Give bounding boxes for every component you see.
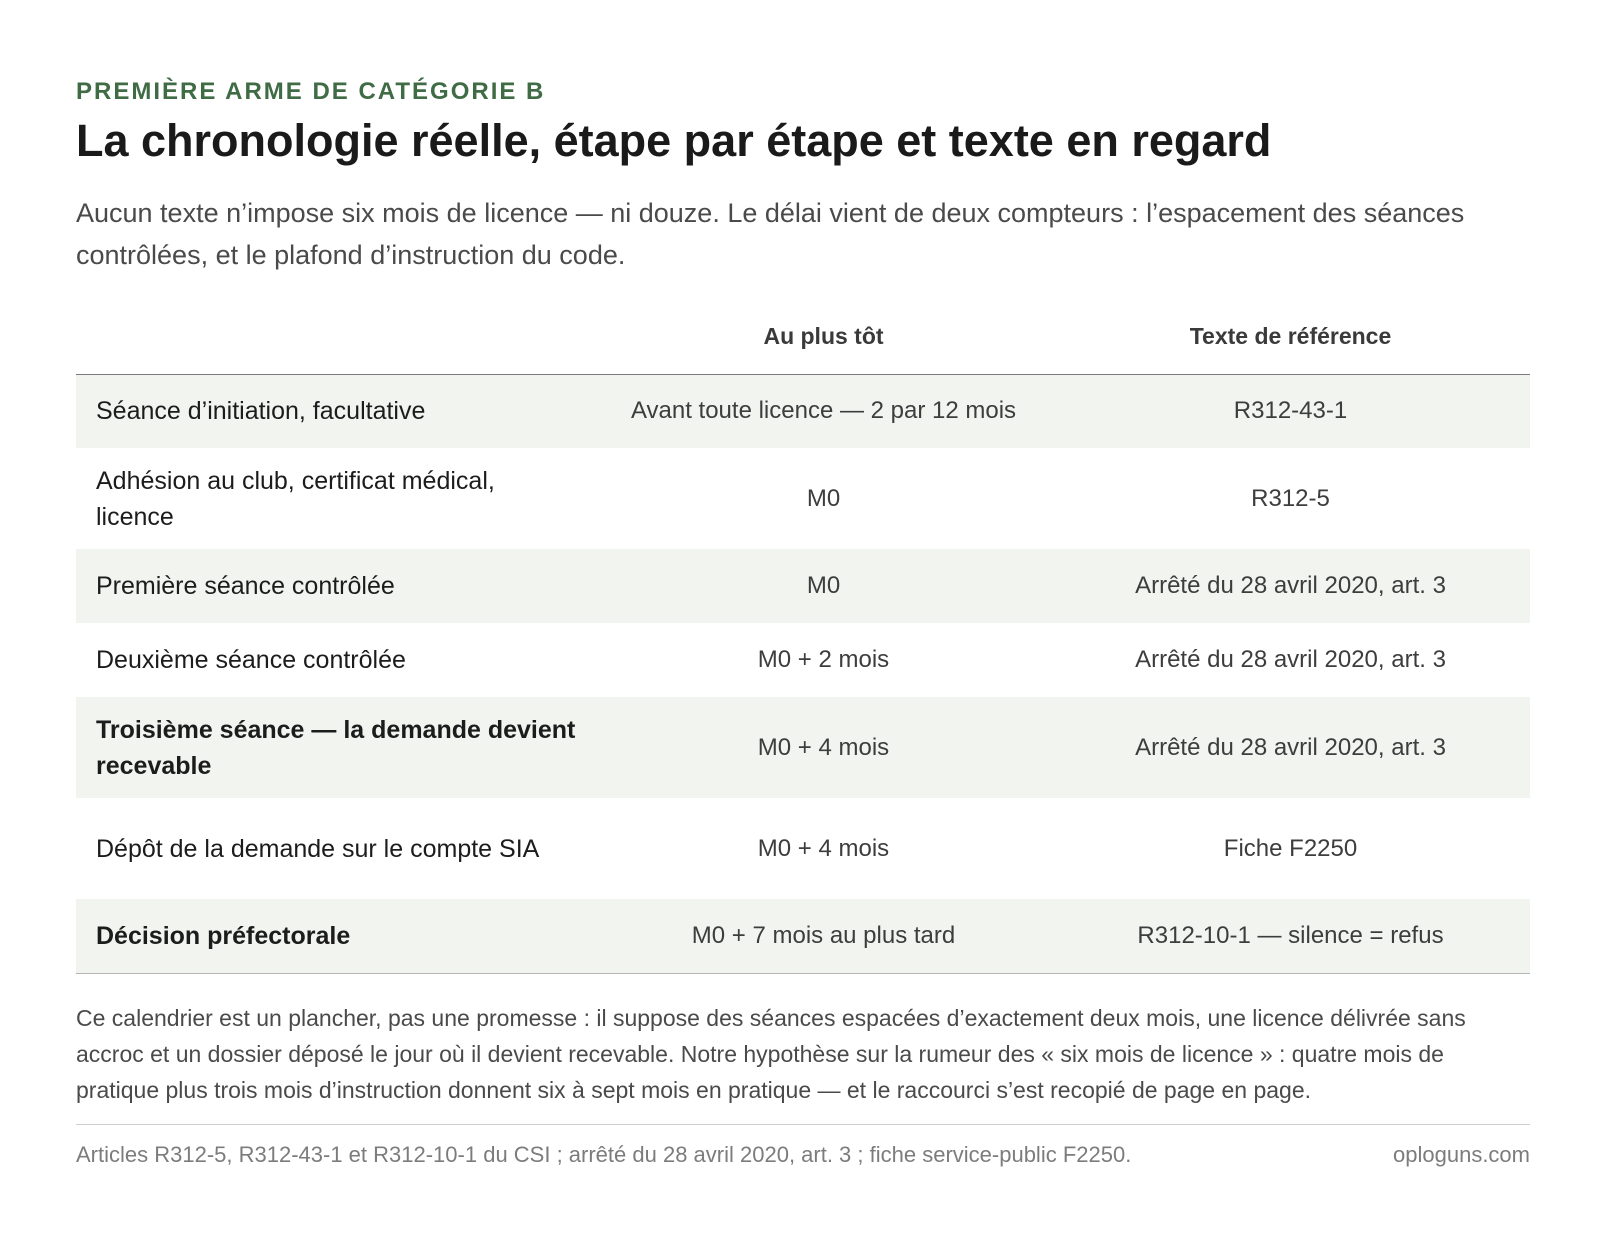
earliest-cell: M0 bbox=[596, 549, 1051, 623]
table-row bbox=[76, 798, 1530, 899]
reference-cell: R312-43-1 bbox=[1051, 374, 1530, 448]
table-row bbox=[76, 899, 1530, 973]
footer bbox=[76, 1139, 1530, 1171]
table-row bbox=[76, 549, 1530, 623]
article-figure bbox=[76, 76, 1530, 1171]
reference-cell: R312-5 bbox=[1251, 484, 1330, 512]
table-row bbox=[76, 623, 1530, 697]
column-header-step bbox=[76, 300, 596, 374]
column-header-reference: Texte de référence bbox=[1051, 300, 1530, 374]
reference-cell: Fiche F2250 bbox=[1223, 834, 1358, 862]
reference-cell: Arrêté du 28 avril 2020, art. 3 bbox=[1135, 646, 1446, 673]
footer-divider bbox=[76, 1124, 1530, 1125]
earliest-cell: M0 + 7 mois au plus tard bbox=[596, 899, 1051, 973]
earliest-cell: M0 bbox=[806, 484, 841, 512]
reference-cell: R312-10-1 — silence = refus bbox=[1051, 899, 1530, 973]
site-credit: oploguns.com bbox=[1393, 1141, 1530, 1167]
step-cell: Deuxième séance contrôlée bbox=[96, 646, 406, 674]
lede-paragraph: Aucun texte n’impose six mois de licence — ni douze. Le délai vient de deux compteurs : l’espacement des séances contrôlées, et le plafond d’instruction du code. bbox=[76, 198, 1465, 270]
table-row bbox=[76, 448, 1530, 549]
page-title: La chronologie réelle, étape par étape et texte en regard bbox=[76, 115, 1272, 166]
column-header-earliest: Au plus tôt bbox=[596, 300, 1051, 374]
step-cell: Dépôt de la demande sur le compte SIA bbox=[96, 834, 540, 863]
earliest-cell: M0 + 4 mois bbox=[757, 834, 890, 862]
step-cell: Décision préfectorale bbox=[76, 899, 596, 973]
sources-text: Articles R312-5, R312-43-1 et R312-10-1 du CSI ; arrêté du 28 avril 2020, art. 3 ; fiche service-public F2250. bbox=[76, 1141, 1132, 1167]
step-cell: Troisième séance — la demande devient recevable bbox=[76, 697, 596, 798]
earliest-cell: M0 + 2 mois bbox=[757, 646, 890, 673]
step-cell: Adhésion au club, certificat médical, licence bbox=[96, 466, 495, 531]
earliest-cell: Avant toute licence — 2 par 12 mois bbox=[596, 374, 1051, 448]
reference-cell: Arrêté du 28 avril 2020, art. 3 bbox=[1051, 549, 1530, 623]
table-row bbox=[76, 374, 1530, 448]
timeline-table bbox=[76, 300, 1530, 974]
eyebrow-label: PREMIÈRE ARME DE CATÉGORIE B bbox=[76, 78, 546, 105]
earliest-cell: M0 + 4 mois bbox=[596, 697, 1051, 798]
footnote-paragraph: Ce calendrier est un plancher, pas une promesse : il suppose des séances espacées d’exactement deux mois, une licence délivrée sans accroc et un dossier déposé le jour où il devient recevable. Notre hypothèse sur la rumeur des « six mois de licence » : quatre mois de pratique plus trois mois d’instruction donnent six à sept mois en pratique — et le raccourci s’est recopié de page en page. bbox=[76, 1004, 1466, 1103]
table-row bbox=[76, 697, 1530, 798]
step-cell: Séance d’initiation, facultative bbox=[76, 374, 596, 448]
table-header-row bbox=[76, 300, 1530, 374]
reference-cell: Arrêté du 28 avril 2020, art. 3 bbox=[1051, 697, 1530, 798]
step-cell: Première séance contrôlée bbox=[76, 549, 596, 623]
